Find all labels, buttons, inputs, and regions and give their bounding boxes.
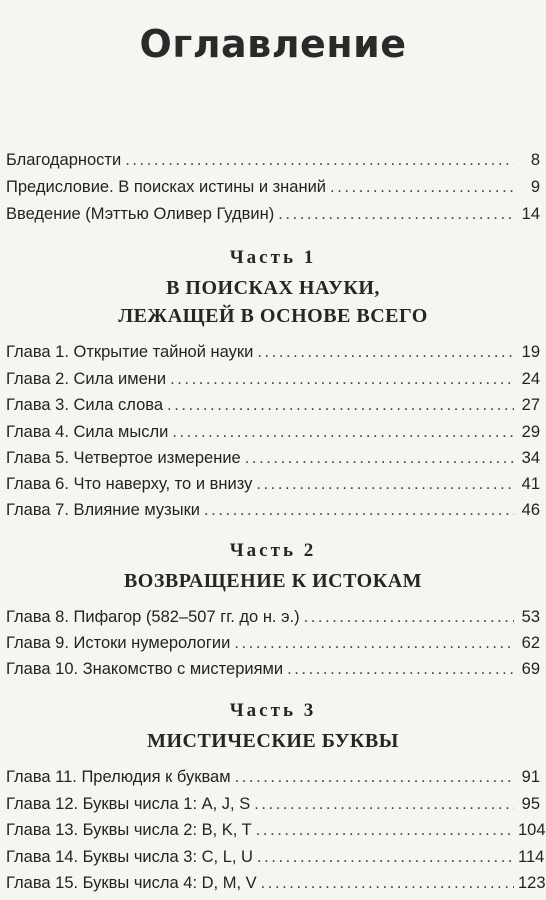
- leader-dots: [278, 202, 514, 226]
- entry-page: 53: [521, 608, 540, 626]
- entry-page: 104: [518, 821, 546, 839]
- toc-entry-chapter-10[interactable]: [6, 657, 540, 681]
- entry-text: Введение (Мэттью Оливер Гудвин): [6, 205, 275, 223]
- entry-page: 46: [521, 501, 540, 519]
- leader-dots: [256, 472, 514, 496]
- toc-entry-acknowledgements[interactable]: [6, 148, 540, 172]
- toc-entry-chapter-9[interactable]: [6, 631, 540, 655]
- leader-dots: [204, 498, 514, 522]
- leader-dots: [167, 393, 514, 417]
- toc-entry-chapter-15[interactable]: [6, 871, 546, 895]
- toc-entry-preface[interactable]: [6, 175, 540, 199]
- leader-dots: [245, 446, 514, 470]
- entry-page: 62: [521, 634, 540, 652]
- toc-entry-chapter-1[interactable]: [6, 340, 540, 364]
- leader-dots: [170, 367, 514, 391]
- leader-dots: [330, 175, 514, 199]
- toc-entry-chapter-7[interactable]: [6, 498, 540, 522]
- toc-entry-introduction[interactable]: [6, 202, 540, 226]
- entry-text: Глава 12. Буквы числа 1: A, J, S: [6, 795, 251, 813]
- leader-dots: [254, 792, 514, 816]
- part-1-title-line-2: ЛЕЖАЩЕЙ В ОСНОВЕ ВСЕГО: [118, 305, 428, 327]
- entry-page: 27: [521, 396, 540, 414]
- entry-text: Глава 15. Буквы числа 4: D, M, V: [6, 874, 257, 892]
- part-2-title-line-1: ВОЗВРАЩЕНИЕ К ИСТОКАМ: [123, 570, 423, 592]
- toc-entry-chapter-5[interactable]: [6, 446, 540, 470]
- entry-text: Глава 2. Сила имени: [6, 370, 167, 388]
- entry-page: 34: [521, 449, 540, 467]
- entry-text: Глава 14. Буквы числа 3: C, L, U: [6, 848, 253, 866]
- part-1-title-line-1: В ПОИСКАХ НАУКИ,: [166, 277, 380, 299]
- entry-text: Благодарности: [6, 151, 122, 169]
- leader-dots: [257, 845, 514, 869]
- leader-dots: [234, 631, 514, 655]
- entry-text: Глава 7. Влияние музыки: [6, 501, 201, 519]
- toc-entry-chapter-3[interactable]: [6, 393, 540, 417]
- entry-page: 24: [521, 370, 540, 388]
- entry-text: Глава 9. Истоки нумерологии: [6, 634, 231, 652]
- toc-entry-chapter-4[interactable]: [6, 420, 540, 444]
- entry-text: Глава 8. Пифагор (582–507 гг. до н. э.): [6, 608, 300, 626]
- entry-page: 69: [521, 660, 540, 678]
- entry-page: 9: [530, 178, 540, 196]
- leader-dots: [287, 657, 514, 681]
- entry-page: 14: [521, 205, 540, 223]
- toc-entry-chapter-8[interactable]: [6, 605, 540, 629]
- entry-text: Глава 1. Открытие тайной науки: [6, 343, 254, 361]
- part-3-title-line-1: МИСТИЧЕСКИЕ БУКВЫ: [147, 730, 399, 752]
- toc-entry-chapter-14[interactable]: [6, 845, 545, 869]
- part-3-number: Часть 3: [229, 700, 317, 721]
- entry-page: 8: [530, 151, 540, 169]
- part-2-number: Часть 2: [229, 540, 317, 561]
- toc-entry-chapter-2[interactable]: [6, 367, 540, 391]
- entry-text: Глава 3. Сила слова: [6, 396, 164, 414]
- toc-entry-chapter-11[interactable]: [6, 765, 540, 789]
- leader-dots: [235, 765, 514, 789]
- toc-entry-chapter-6[interactable]: [6, 472, 540, 496]
- entry-page: 29: [521, 423, 540, 441]
- page-title: Оглавление: [139, 22, 407, 66]
- leader-dots: [172, 420, 514, 444]
- entry-page: 95: [521, 795, 540, 813]
- leader-dots: [256, 818, 514, 842]
- toc-entry-chapter-13[interactable]: [6, 818, 546, 842]
- entry-page: 19: [521, 343, 540, 361]
- leader-dots: [261, 871, 514, 895]
- toc-entry-chapter-12[interactable]: [6, 792, 540, 816]
- entry-text: Глава 4. Сила мысли: [6, 423, 169, 441]
- entry-text: Глава 6. Что наверху, то и внизу: [6, 475, 253, 493]
- entry-page: 41: [521, 475, 540, 493]
- leader-dots: [125, 148, 514, 172]
- entry-page: 114: [518, 848, 545, 866]
- entry-text: Глава 10. Знакомство с мистериями: [6, 660, 284, 678]
- entry-text: Глава 11. Прелюдия к буквам: [6, 768, 231, 786]
- entry-page: 91: [521, 768, 540, 786]
- leader-dots: [304, 605, 514, 629]
- entry-text: Глава 13. Буквы числа 2: B, K, T: [6, 821, 252, 839]
- entry-page: 123: [518, 874, 546, 892]
- part-1-number: Часть 1: [229, 247, 317, 268]
- leader-dots: [257, 340, 514, 364]
- entry-text: Предисловие. В поисках истины и знаний: [6, 178, 327, 196]
- entry-text: Глава 5. Четвертое измерение: [6, 449, 241, 467]
